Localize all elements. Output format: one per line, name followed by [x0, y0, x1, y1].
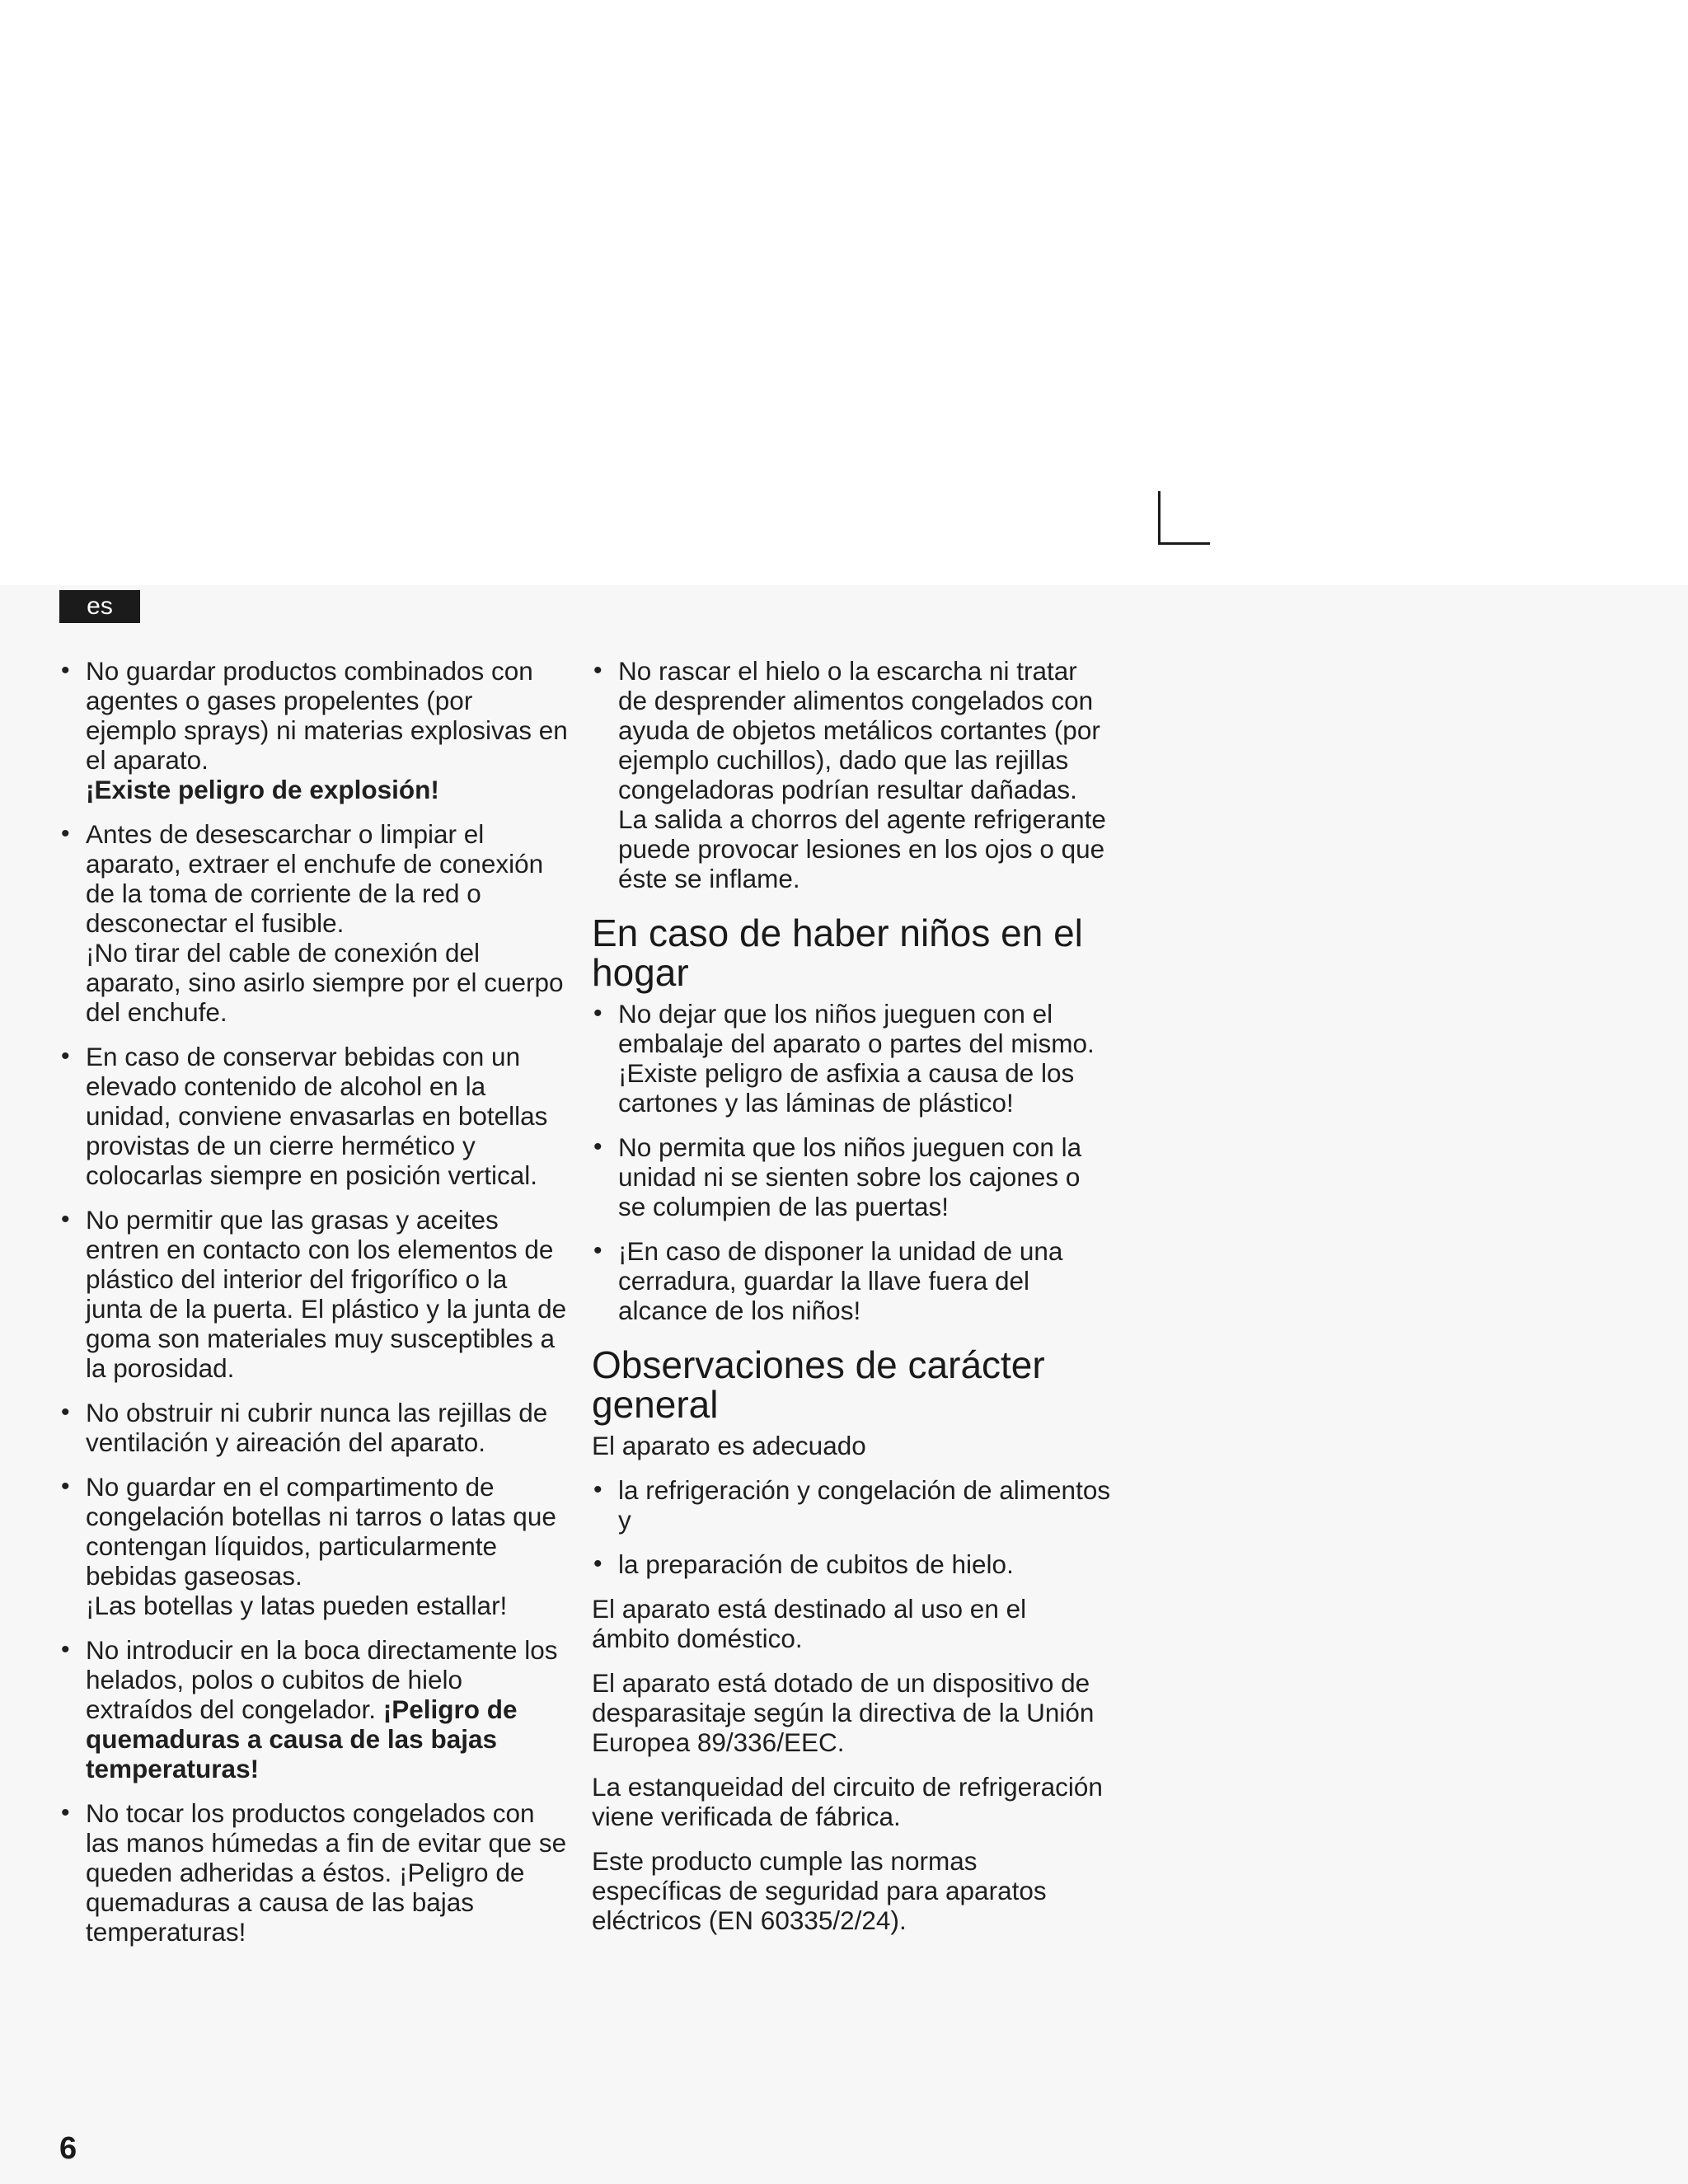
list-item [592, 1549, 1111, 1579]
section-heading-children: En caso de haber niños en el hogar [592, 912, 1083, 994]
general-list [592, 1475, 1111, 1579]
list-item [59, 819, 570, 1027]
item-warning: ¡Peligro de quemaduras a causa de las bajas temperaturas! [86, 1694, 518, 1783]
list-item [59, 1635, 570, 1783]
item-text: • No permitir que las grasas y aceites entren en contacto con los elementos de plástico del interior del frigorífico o la junta de la puerta. El plástico y la junta de goma son materiales muy susceptibles a la porosidad. [86, 1205, 567, 1383]
item-text: • No tocar los productos congelados con las manos húmedas a fin de evitar que se queden adheridas a éstos. ¡Peligro de quemaduras a causa de las bajas temperaturas! [86, 1798, 567, 1947]
crop-mark [1158, 491, 1210, 545]
item-text-2: ¡No tirar del cable de conexión del aparato, sino asirlo siempre por el cuerpo del enchufe. [86, 938, 564, 1027]
item-text: • Antes de desescarchar o limpiar el aparato, extraer el enchufe de conexión de la toma de corriente de la red o desconectar el fusible. [86, 819, 544, 938]
list-item [592, 656, 1111, 893]
item-text: • En caso de conservar bebidas con un elevado contenido de alcohol en la unidad, conviene envasarlas en botellas provistas de un cierre hermético y colocarlas siempre en posición vertical. [86, 1042, 548, 1190]
item-text: • No guardar productos combinados con agentes o gases propelentes (por ejemplo sprays) ni materias explosivas en el aparato. [86, 656, 568, 775]
item-text: • No guardar en el compartimento de congelación botellas ni tarros o latas que contengan líquidos, particularmente bebidas gaseosas. [86, 1472, 556, 1591]
item-text: • No obstruir ni cubrir nunca las rejillas de ventilación y aireación del aparato. [86, 1398, 548, 1457]
general-intro: El aparato es adecuado [592, 1431, 866, 1460]
list-item [59, 1205, 570, 1383]
list-item [592, 1132, 1111, 1221]
safety-list-right [592, 656, 1111, 893]
children-list [592, 999, 1111, 1325]
item-text: • No rascar el hielo o la escarcha ni tratar de desprender alimentos congelados con ayuda de objetos metálicos cortantes (por ejemplo cuchillos), dado que las rejillas congeladoras podrían resultar dañadas. La salida a chorros del agente refrigerante puede provocar lesiones en los ojos o que éste se inflame. [618, 656, 1106, 893]
item-text: • No permita que los niños jueguen con la unidad ni se sienten sobre los cajones o se columpien de las puertas! [618, 1132, 1082, 1221]
list-item [59, 1398, 570, 1457]
general-paragraph: El aparato está destinado al uso en el ámbito doméstico. [592, 1594, 1027, 1653]
general-paragraph: Este producto cumple las normas específicas de seguridad para aparatos eléctricos (EN 60335/2/24). [592, 1846, 1047, 1935]
page-number: 6 [59, 2131, 77, 2166]
list-item [592, 1475, 1111, 1535]
general-paragraph: La estanqueidad del circuito de refrigeración viene verificada de fábrica. [592, 1772, 1103, 1831]
safety-list-left [59, 656, 570, 1947]
item-text: • la refrigeración y congelación de alimentos y [618, 1475, 1111, 1535]
item-warning: ¡Existe peligro de explosión! [86, 775, 439, 804]
section-heading-general: Observaciones de carácter general [592, 1343, 1045, 1426]
item-text-2: ¡Las botellas y latas pueden estallar! [86, 1591, 508, 1620]
item-text: No introducir en la boca directamente los helados, polos o cubitos de hielo extraídos del congelador. [86, 1635, 558, 1724]
language-tag: es [59, 590, 140, 623]
left-column [59, 656, 570, 1961]
item-text: • No dejar que los niños jueguen con el embalaje del aparato o partes del mismo. ¡Existe peligro de asfixia a causa de los cartones y las láminas de plástico! [618, 999, 1095, 1118]
list-item [592, 999, 1111, 1118]
list-item [592, 1236, 1111, 1325]
list-item [59, 1798, 570, 1947]
right-column [592, 656, 1111, 1950]
item-text: • la preparación de cubitos de hielo. [618, 1549, 1014, 1579]
general-paragraph: El aparato está dotado de un dispositivo de desparasitaje según la directiva de la Unión Europea 89/336/EEC. [592, 1668, 1095, 1757]
item-text: • ¡En caso de disponer la unidad de una cerradura, guardar la llave fuera del alcance de los niños! [618, 1236, 1063, 1325]
list-item [59, 656, 570, 804]
list-item [59, 1042, 570, 1190]
list-item [59, 1472, 570, 1620]
